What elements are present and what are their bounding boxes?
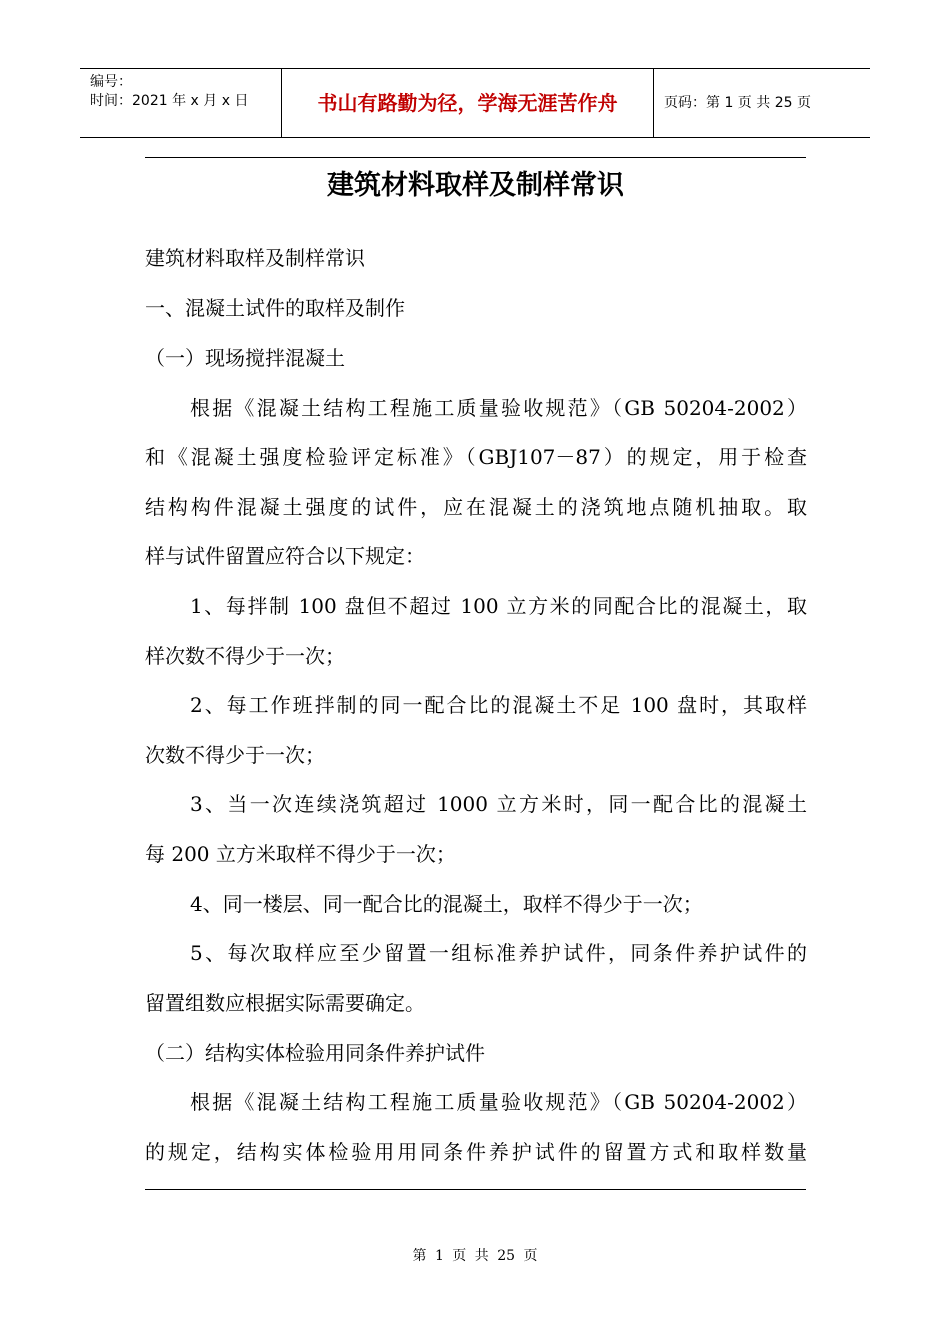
list-item-line: 样次数不得少于一次； [145, 644, 345, 668]
body-line: 建筑材料取样及制样常识 [145, 246, 365, 270]
page-footer: 第 1 页 共 25 页 [412, 1248, 538, 1264]
paragraph-line: 根据《混凝土结构工程施工质量验收规范》（GB 50204-2002） [190, 1090, 807, 1114]
header-page-code: 页码：第 1 页 共 25 页 [664, 95, 811, 111]
list-item-line: 4、同一楼层、同一配合比的混凝土，取样不得少于一次； [190, 892, 703, 916]
paragraph-line: 样与试件留置应符合以下规定： [145, 544, 425, 568]
header-left-cell [80, 69, 282, 137]
paragraph-line: 结构构件混凝土强度的试件，应在混凝土的浇筑地点随机抽取。取 [145, 495, 807, 519]
document-number-label: 编号： [90, 74, 132, 90]
header-motto: 书山有路勤为径，学海无涯苦作舟 [317, 91, 618, 115]
subsection-heading: （二）结构实体检验用同条件养护试件 [145, 1041, 485, 1065]
list-item-line: 1、每拌制 100 盘但不超过 100 立方米的同配合比的混凝土，取 [190, 594, 807, 618]
list-item-line: 次数不得少于一次； [145, 743, 325, 767]
paragraph-line: 和《混凝土强度检验评定标准》（GBJ107－87）的规定，用于检查 [145, 445, 807, 469]
document-time-label: 时间：2021 年 x 月 x 日 [90, 93, 249, 109]
list-item-line: 每 200 立方米取样不得少于一次； [145, 842, 456, 866]
header-table [80, 68, 870, 138]
subsection-heading: （一）现场搅拌混凝土 [145, 346, 345, 370]
header-right-cell [654, 69, 870, 137]
list-item-line: 留置组数应根据实际需要确定。 [145, 991, 425, 1015]
section-heading: 一、混凝土试件的取样及制作 [145, 296, 405, 320]
page-title: 建筑材料取样及制样常识 [327, 170, 624, 201]
header-center-cell [282, 69, 654, 137]
header-divider [145, 157, 806, 158]
list-item-line: 2、每工作班拌制的同一配合比的混凝土不足 100 盘时，其取样 [190, 693, 807, 717]
footer-divider [145, 1189, 806, 1190]
paragraph-line: 的规定，结构实体检验用用同条件养护试件的留置方式和取样数量 [145, 1140, 807, 1164]
list-item-line: 3、当一次连续浇筑超过 1000 立方米时，同一配合比的混凝土 [190, 792, 807, 816]
list-item-line: 5、每次取样应至少留置一组标准养护试件，同条件养护试件的 [190, 941, 807, 965]
paragraph-line: 根据《混凝土结构工程施工质量验收规范》（GB 50204-2002） [190, 396, 807, 420]
